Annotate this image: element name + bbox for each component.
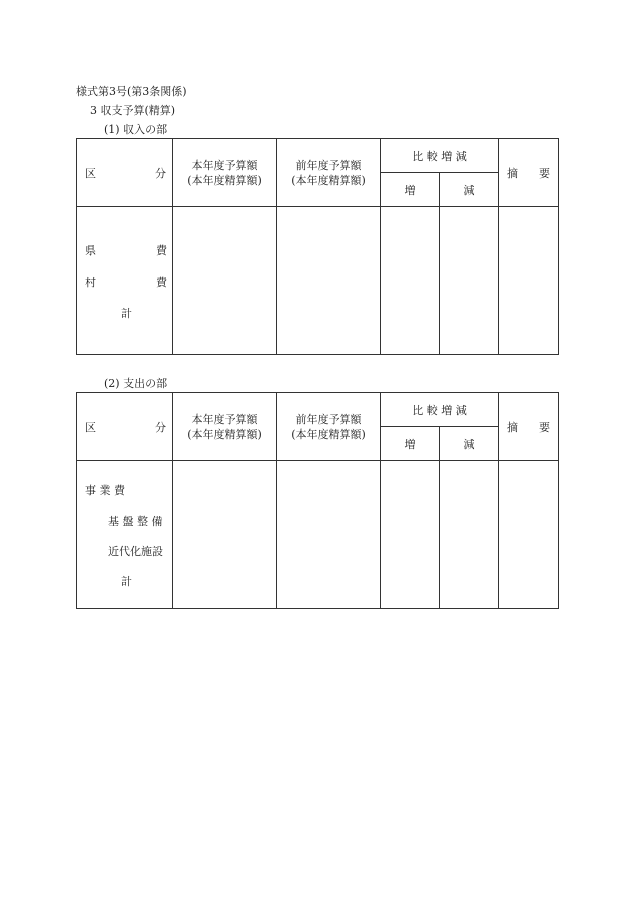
income-col-kubun-b: 分 <box>155 166 166 180</box>
income-row-village-b: 費 <box>156 276 167 289</box>
income-col-decrease: 減 <box>440 173 499 207</box>
income-col-remarks-b: 要 <box>539 166 550 180</box>
income-decrease-cell[interactable] <box>440 207 499 355</box>
income-col-remarks <box>499 139 559 207</box>
expense-item-kiban: 基 盤 整 備 <box>108 515 163 528</box>
income-col-kubun <box>77 139 173 207</box>
income-row-pref-b: 費 <box>156 244 167 257</box>
section-title: 3 収支予算(精算) <box>90 104 176 117</box>
income-heading: (1) 収入の部 <box>104 123 168 136</box>
income-col-increase: 増 <box>381 173 440 207</box>
form-title: 様式第3号(第3条関係) <box>76 85 187 98</box>
income-table <box>76 138 559 355</box>
expense-heading: (2) 支出の部 <box>104 377 168 390</box>
expense-col-previous-line2: (本年度精算額) <box>291 427 366 441</box>
income-total-label: 計 <box>121 307 132 320</box>
income-col-previous-line2: (本年度精算額) <box>291 173 366 187</box>
income-col-compare: 比 較 増 減 <box>381 139 499 173</box>
income-increase-cell[interactable] <box>381 207 440 355</box>
expense-col-remarks <box>499 393 559 461</box>
expense-previous-cell[interactable] <box>277 461 381 609</box>
income-row-pref-a: 県 <box>85 244 96 257</box>
expense-col-remarks-a: 摘 <box>507 420 518 434</box>
expense-kubun-cell <box>77 461 173 609</box>
income-previous-cell[interactable] <box>277 207 381 355</box>
expense-col-current <box>173 393 277 461</box>
income-remarks-cell[interactable] <box>499 207 559 355</box>
expense-col-current-line2: (本年度精算額) <box>187 427 262 441</box>
expense-category-label: 事 業 費 <box>85 484 125 497</box>
income-col-kubun-a: 区 <box>85 166 96 180</box>
expense-col-current-line1: 本年度予算額 <box>191 412 258 426</box>
expense-col-decrease: 減 <box>440 427 499 461</box>
expense-table <box>76 392 559 609</box>
income-col-remarks-a: 摘 <box>507 166 518 180</box>
expense-remarks-cell[interactable] <box>499 461 559 609</box>
expense-col-previous-line1: 前年度予算額 <box>295 412 362 426</box>
expense-col-kubun <box>77 393 173 461</box>
expense-col-compare: 比 較 増 減 <box>381 393 499 427</box>
income-col-previous-line1: 前年度予算額 <box>295 158 362 172</box>
expense-total-label: 計 <box>121 575 132 588</box>
expense-col-previous <box>277 393 381 461</box>
income-col-current <box>173 139 277 207</box>
income-current-cell[interactable] <box>173 207 277 355</box>
income-col-previous <box>277 139 381 207</box>
income-kubun-cell <box>77 207 173 355</box>
expense-col-increase: 増 <box>381 427 440 461</box>
income-col-current-line2: (本年度精算額) <box>187 173 262 187</box>
expense-col-kubun-b: 分 <box>155 420 166 434</box>
income-row-village-a: 村 <box>85 276 96 289</box>
expense-col-kubun-a: 区 <box>85 420 96 434</box>
income-col-current-line1: 本年度予算額 <box>191 158 258 172</box>
expense-col-remarks-b: 要 <box>539 420 550 434</box>
expense-item-kindaika: 近代化施設 <box>108 545 163 558</box>
expense-increase-cell[interactable] <box>381 461 440 609</box>
expense-decrease-cell[interactable] <box>440 461 499 609</box>
expense-current-cell[interactable] <box>173 461 277 609</box>
